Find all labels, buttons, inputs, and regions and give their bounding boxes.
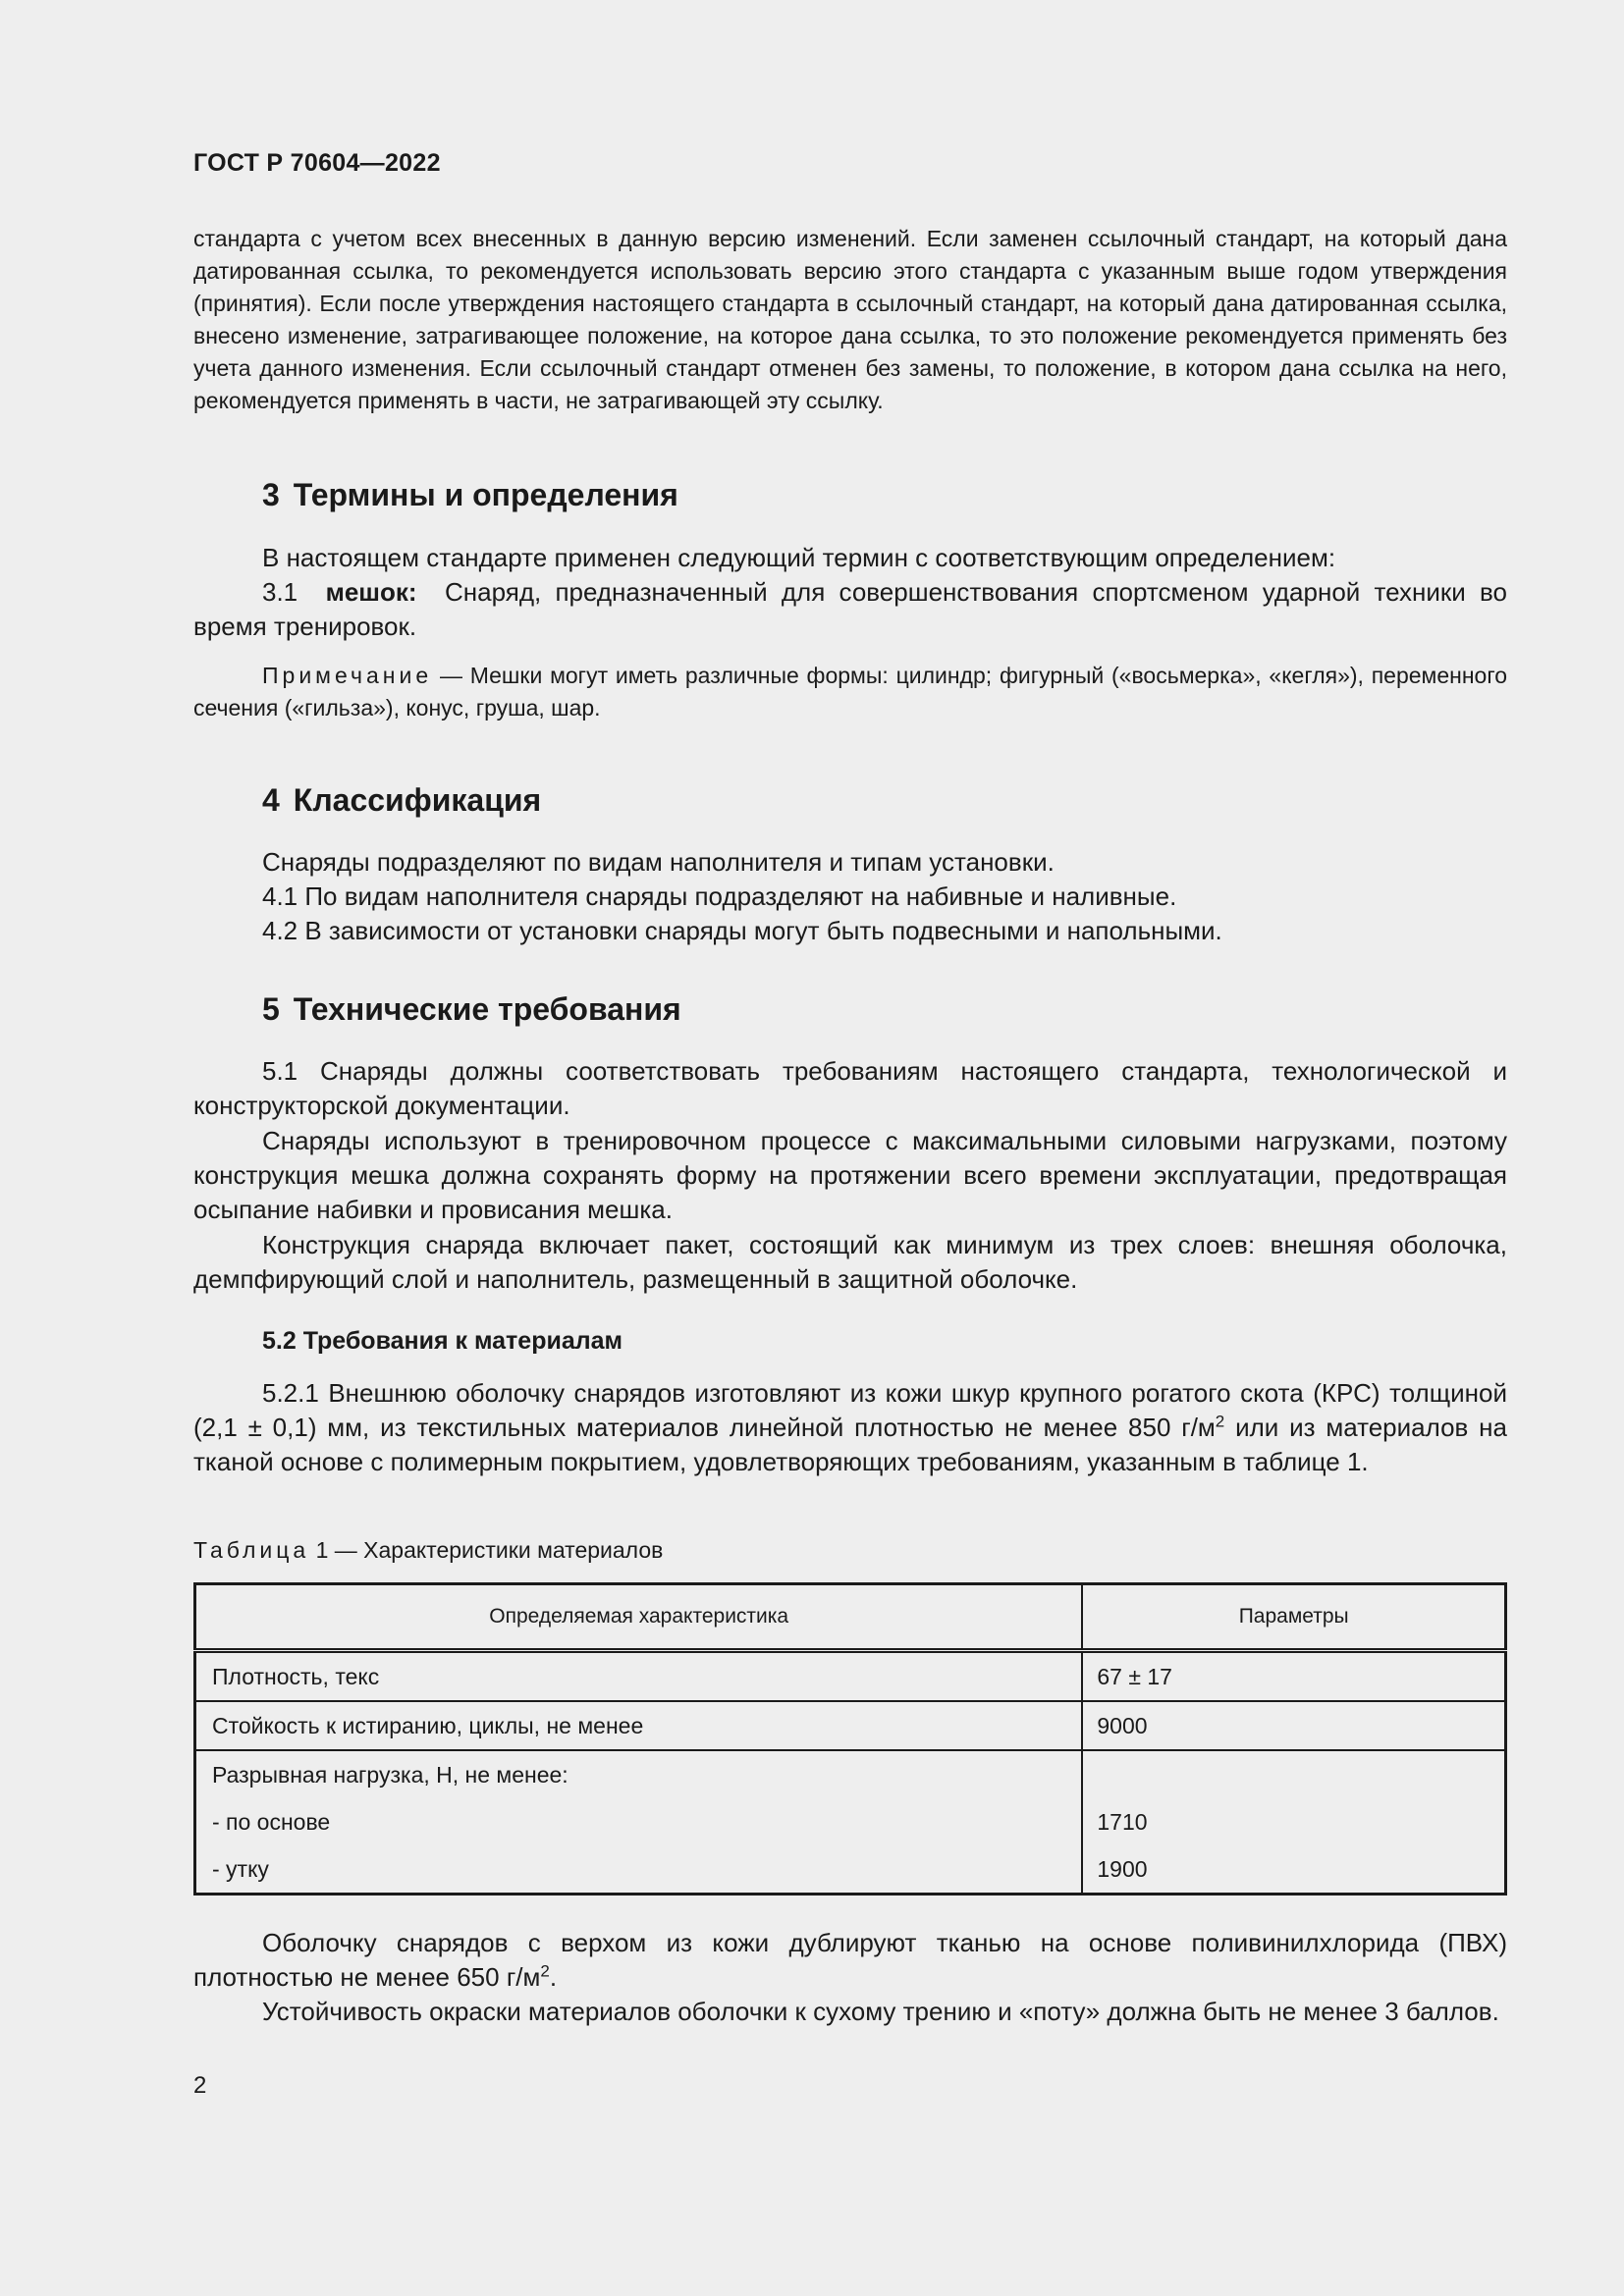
table-cell: - утку: [195, 1845, 1083, 1895]
table-header-parameters: Параметры: [1082, 1584, 1505, 1651]
table-cell: Стойкость к истиранию, циклы, не менее: [195, 1701, 1083, 1750]
table-cell: - по основе: [195, 1798, 1083, 1845]
table-row: [195, 1750, 1506, 1798]
section-3-number: 3: [262, 477, 280, 512]
page-number: 2: [193, 2072, 207, 2099]
note-label: Примечание: [262, 663, 433, 688]
table-caption: [193, 1537, 663, 1564]
table-row: [195, 1701, 1506, 1750]
section-5-2-1-paragraph: [193, 1376, 1507, 1479]
table-header-characteristic: Определяемая характеристика: [195, 1584, 1083, 1651]
table-cell: 1900: [1097, 1855, 1148, 1882]
materials-table: [193, 1582, 1507, 1896]
term-note: [193, 660, 1507, 724]
section-3-lead: В настоящем стандарте применен следующий термин с соответствующим определением:: [262, 543, 1336, 572]
section-4-item-1: 4.1 По видам наполнителя снаряды подразделяют на набивные и наливные.: [262, 881, 1177, 911]
section-3-title: [262, 477, 678, 513]
table-cell: 1710: [1097, 1808, 1148, 1835]
table-cell: 67 ± 17: [1082, 1651, 1505, 1702]
table-row: [195, 1798, 1506, 1845]
superscript-2: 2: [1215, 1412, 1225, 1431]
superscript-2: 2: [540, 1961, 550, 1981]
section-5-2-1-text-a: 5.2.1 Внешнюю оболочку снарядов изготовляют из кожи шкур крупного рогатого скота (КРС) толщиной (2,1 ± 0,1) мм, из текстильных материалов линейной плотностью не менее 850 г/м: [193, 1378, 1507, 1442]
section-4-title-text: Классификация: [293, 782, 542, 818]
intro-paragraph: стандарта с учетом всех внесенных в данную версию изменений. Если заменен ссылочный стандарт, на который дана датированная ссылка, то рекомендуется использовать версию этого стандарта с указанным выше годом утверждения (принятия). Если после утверждения настоящего стандарта в ссылочный стандарт, на который дана датированная ссылка, внесено изменение, затрагивающее положение, на которое дана ссылка, то это положение рекомендуется применять без учета данного изменения. Если ссылочный стандарт отменен без замены, то положение, в котором дана ссылка на него, рекомендуется применять в части, не затрагивающей эту ссылку.: [193, 226, 1507, 413]
pvc-paragraph: [193, 1926, 1507, 1995]
table-cell: [1082, 1750, 1505, 1798]
pvc-text-a: Оболочку снарядов с верхом из кожи дублируют тканью на основе поливинилхлорида (ПВХ) плотностью не менее 650 г/м: [193, 1928, 1507, 1992]
section-5-title-text: Технические требования: [293, 991, 681, 1027]
color-fastness-paragraph: Устойчивость окраски материалов оболочки к сухому трению и «поту» должна быть не менее 3 баллов.: [262, 1997, 1499, 2026]
section-4-item-2: 4.2 В зависимости от установки снаряды могут быть подвесными и напольными.: [262, 916, 1222, 945]
table-cell: 9000: [1082, 1701, 1505, 1750]
section-5-paragraph-2: Снаряды используют в тренировочном процессе с максимальными силовыми нагрузками, поэтому конструкция мешка должна сохранять форму на протяжении всего времени эксплуатации, предотвращая осыпание набивки и провисания мешка.: [193, 1126, 1507, 1224]
pvc-text-b: .: [549, 1962, 558, 1992]
section-5-title: [262, 991, 681, 1028]
table-row: [195, 1651, 1506, 1702]
term-name: мешок:: [325, 577, 417, 607]
term-definition: [193, 575, 1507, 644]
table-caption-label: Таблица: [193, 1537, 310, 1563]
section-4-number: 4: [262, 782, 280, 818]
standard-id-header: ГОСТ Р 70604—2022: [193, 149, 441, 177]
section-5-2-1-text-b: или из материалов на тканой основе с полимерным покрытием, удовлетворяющих требованиям, указанным в таблице 1.: [193, 1413, 1507, 1476]
section-3-title-text: Термины и определения: [293, 477, 678, 512]
table-row: [195, 1845, 1506, 1895]
section-5-number: 5: [262, 991, 280, 1027]
section-4-lead: Снаряды подразделяют по видам наполнителя и типам установки.: [262, 847, 1055, 877]
table-header-row: [195, 1584, 1506, 1651]
document-page: [193, 0, 1507, 2296]
note-text: — Мешки могут иметь различные формы: цилиндр; фигурный («восьмерка», «кегля»), переменного сечения («гильза»), конус, груша, шар.: [193, 663, 1507, 721]
section-5-paragraph-3: Конструкция снаряда включает пакет, состоящий как минимум из трех слоев: внешняя оболочка, демпфирующий слой и наполнитель, размещенный в защитной оболочке.: [193, 1230, 1507, 1294]
section-5-1-paragraph: 5.1 Снаряды должны соответствовать требованиям настоящего стандарта, технологической и конструкторской документации.: [193, 1056, 1507, 1120]
term-definition-text: Снаряд, предназначенный для совершенствования спортсменом ударной техники во время тренировок.: [193, 577, 1508, 641]
section-4-title: [262, 782, 541, 819]
table-cell: Разрывная нагрузка, Н, не менее:: [195, 1750, 1083, 1798]
table-cell: Плотность, текс: [195, 1651, 1083, 1702]
term-number: 3.1: [262, 577, 298, 607]
table-caption-text: 1 — Характеристики материалов: [315, 1537, 664, 1563]
subsection-5-2-title: 5.2 Требования к материалам: [262, 1327, 623, 1355]
